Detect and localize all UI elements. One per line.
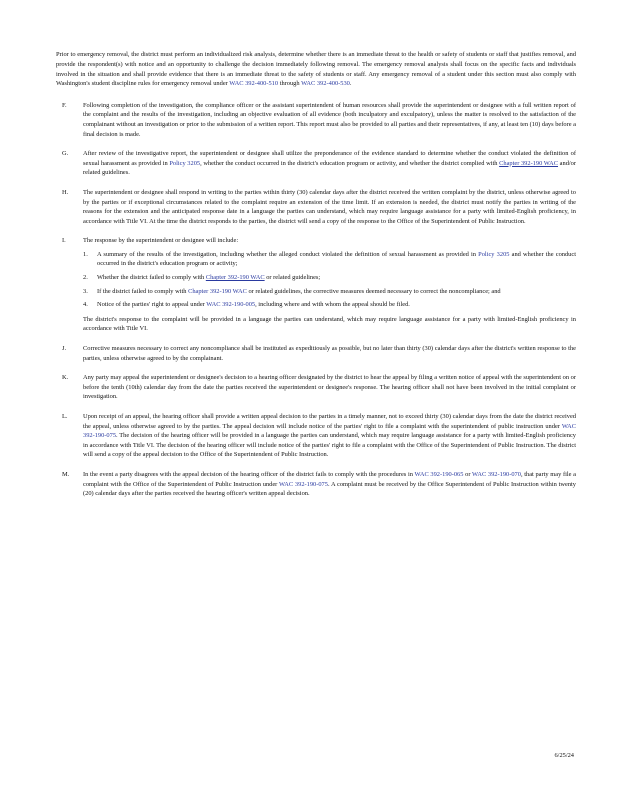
chapter-392-190-wac-link[interactable]: Chapter 392-190 WAC	[205, 274, 265, 282]
section-letter: H.	[62, 188, 69, 196]
wac-392-190-065-link[interactable]: WAC 392-190-065	[414, 470, 464, 478]
section-h	[56, 188, 576, 226]
section-l: L. Upon receipt of an appeal, the hearing officer shall provide a written appeal decision to the parties in a timely manner, not to exceed thirty (30) calendar days from the date the district received the appeal, unless otherwise agreed to by the parties. The appeal decision will include notice of the parties' right to file a complaint with the superintendent of public instruction under WAC 392-190-075. The decision of the hearing officer will be provided in a language the parties can understand, which may require language assistance for a party with limited-English proficiency in accordance with Title VI. The decision of the hearing officer will include notice of the parties' right to file a complaint with the Office of the Superintendent of Public Instruction. The district will send a copy of the appeal decision to the Office of the Superintendent of Public Instruction.	[62, 413, 577, 459]
section-f	[56, 101, 576, 139]
section-text: The superintendent or designee shall respond in writing to the parties within thirty (30) calendar days after the district received the written complaint by the district, unless otherwise agreed to by the parties or if exceptional circumstances related to the complaint require an extension of the time limit. If an extension is needed, the district must notify the parties in writing of the reasons for the extension and the anticipated response date in a language the parties can understand, which may require language assistance for a party with limited-English proficiency, in accordance with Title VI. At the time the district responds to the parties, the district will send a copy of the response to the Office of the Superintendent of Public Instruction.	[83, 188, 576, 225]
response-item-2: 2. Whether the district failed to comply with Chapter 392-190 WAC or related guidelines;	[83, 274, 321, 282]
policy-3205-link[interactable]: Policy 3205	[478, 250, 510, 258]
section-letter: K.	[62, 374, 69, 382]
wac-392-190-075-link[interactable]: WAC 392-190-075	[278, 480, 328, 488]
response-item-1: 1. A summary of the results of the investigation, including whether the alleged conduct violated the definition of sexual harassment as provided in Policy 3205 and whether the conduct occurred in the district's education program or activity;	[83, 250, 576, 268]
document-body	[56, 44, 576, 509]
wac-392-190-070-link[interactable]: WAC 392-190-070	[472, 470, 521, 478]
section-letter: G.	[62, 150, 69, 158]
section-m: M. In the event a party disagrees with the appeal decision of the hearing officer of the district fails to comply with the procedures in WAC 392-190-065 or WAC 392-190-070, that party may file a complaint with the Office of the Superintendent of Public Instruction under WAC 392-190-075. A complaint must be received by the Office Superintendent of Public Instruction within twenty (20) calendar days after the parties received the hearing officer's written appeal decision.	[62, 470, 577, 498]
wac-392-400-530-link[interactable]: WAC 392-400-530	[301, 80, 350, 88]
intro-paragraph: Prior to emergency removal, the district must perform an individualized risk analysis, determine whether there is an immediate threat to the health or safety of students or staff that justifies removal, and provide the respondent(s) with notice and an opportunity to challenge the decision immediately following removal. The emergency removal analysis shall focus on the specific facts and individuals involved in the situation and shall provide evidence that there is an immediate threat to the safety of students or staff. Any emergency removal of a student under this section must also comply with Washington's student discipline rules for emergency removal under WAC 392-400-510 through WAC 392-400-530.	[56, 51, 576, 88]
section-j	[56, 344, 576, 363]
section-letter: F.	[62, 101, 67, 109]
footer-date: 6/25/24	[554, 752, 574, 759]
section-i	[56, 236, 576, 334]
wac-392-400-510-link[interactable]: WAC 392-400-510	[229, 80, 279, 88]
policy-3205-link[interactable]: Policy 3205	[169, 159, 201, 167]
section-text: Corrective measures necessary to correct any noncompliance shall be instituted as expeditiously as possible, but no later than thirty (30) calendar days after the district's written response to the parties, unless otherwise agreed to by the complainant.	[83, 345, 576, 362]
section-letter: M.	[62, 470, 70, 478]
section-lead: The response by the superintendent or designee will include:	[83, 237, 239, 245]
section-text: Following completion of the investigation, the compliance officer or the assistant superintendent of human resources shall provide the superintendent or designee with a full written report of the complaint and the results of the investigation, including an objective evaluation of all evidence (both inculpatory and exculpatory), unless the matter is resolved to the satisfaction of the complainant without an investigation or prior to the submission of a written report. This report must also be provided to all parties and their representatives, if any, at least ten (10) days before a final decision is made.	[83, 101, 576, 138]
wac-392-190-005-link[interactable]: WAC 392-190-005	[206, 301, 256, 309]
section-g: G. After review of the investigative report, the superintendent or designee shall utilize the preponderance of the evidence standard to determine whether the conduct violated the definition of sexual harassment as provided in Policy 3205, whether the conduct occurred in the district's education program or activity, and whether the district complied with Chapter 392-190 WAC and/or related guidelines.	[62, 150, 576, 177]
chapter-392-190-wac-link[interactable]: Chapter 392-190 WAC	[188, 287, 247, 295]
response-item-3: 3. If the district failed to comply with Chapter 392-190 WAC or related guidelines, the corrective measures deemed necessary to correct the noncompliance; and	[83, 287, 501, 295]
section-k	[56, 373, 576, 402]
section-after-text: The district's response to the complaint will be provided in a language the parties can understand, which may require language assistance for a party with limited-English proficiency in accordance with Title VI.	[83, 315, 576, 333]
wac-392-190-075-link[interactable]: WAC 392-190-075	[83, 422, 577, 440]
section-letter: I.	[62, 237, 66, 245]
section-letter: L.	[62, 413, 68, 421]
chapter-392-190-wac-link[interactable]: Chapter 392-190 WAC	[499, 159, 559, 167]
section-letter: J.	[62, 345, 67, 353]
response-item-4: 4. Notice of the parties' right to appeal under WAC 392-190-005, including where and with whom the appeal should be filed.	[83, 301, 410, 309]
section-text: Any party may appeal the superintendent or designee's decision to a hearing officer designated by the district to hear the appeal by filing a written notice of appeal with the superintendent on or before the tenth (10th) calendar day from the date the parties received the superintendent or designee's response. The hearing officer shall not have been involved in the initial complaint or investigation.	[83, 374, 576, 401]
